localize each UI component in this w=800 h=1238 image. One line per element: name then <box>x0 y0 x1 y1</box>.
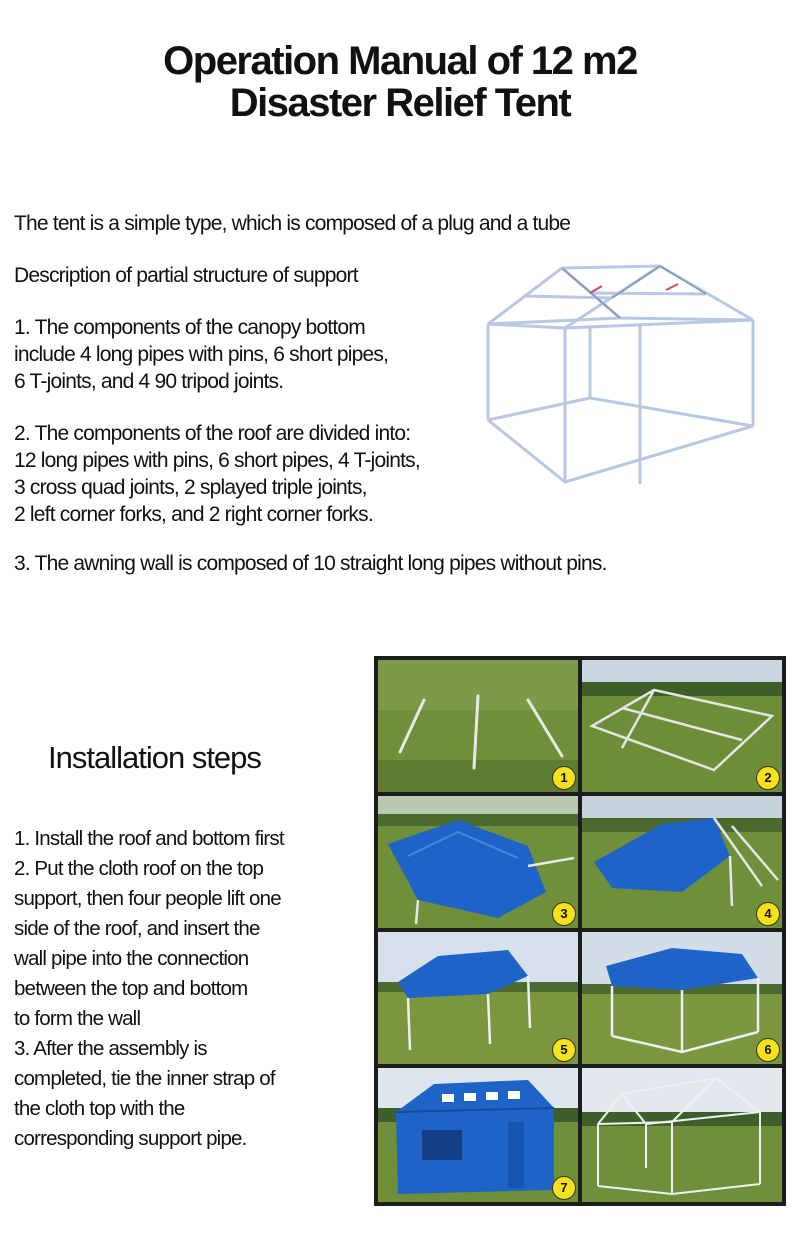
photo-6 <box>582 932 782 1064</box>
installation-title: Installation steps <box>48 740 261 775</box>
component-1-line-1: 1. The components of the canopy bottom <box>14 316 365 339</box>
component-2-line-3: 3 cross quad joints, 2 splayed triple joints, <box>14 476 367 499</box>
step-line-4: side of the roof, and insert the <box>14 917 260 940</box>
component-1 <box>14 314 388 395</box>
component-3 <box>14 550 607 577</box>
photo-7 <box>378 1068 578 1202</box>
step-line-3: support, then four people lift one <box>14 887 281 910</box>
photo-5-badge: 5 <box>552 1038 576 1062</box>
step-line-6: between the top and bottom <box>14 977 248 1000</box>
installation-photo-grid <box>374 656 786 1206</box>
cloth-roof-on-ground-photo <box>378 796 578 928</box>
photo-3 <box>378 796 578 928</box>
component-2-line-2: 12 long pipes with pins, 6 short pipes, 4 T-joints, <box>14 449 420 472</box>
bottom-frame-photo <box>582 660 782 792</box>
installation-steps <box>14 824 374 1154</box>
photo-1-badge: 1 <box>552 766 576 790</box>
finished-tent-photo <box>378 1068 578 1202</box>
component-2-line-1: 2. The components of the roof are divided into: <box>14 422 411 445</box>
page-title <box>0 40 800 124</box>
intro-text: The tent is a simple type, which is composed of a plug and a tube <box>14 212 571 235</box>
pipes-on-grass-photo <box>378 660 578 792</box>
photo-6-badge: 6 <box>756 1038 780 1062</box>
photo-1 <box>378 660 578 792</box>
photo-3-badge: 3 <box>552 902 576 926</box>
photo-5 <box>378 932 578 1064</box>
step-line-2: 2. Put the cloth roof on the top <box>14 857 264 880</box>
photo-8 <box>582 1068 782 1202</box>
component-2-line-4: 2 left corner forks, and 2 right corner forks. <box>14 503 373 526</box>
full-frame-photo <box>582 1068 782 1202</box>
step-line-11: corresponding support pipe. <box>14 1127 247 1150</box>
component-1-line-3: 6 T-joints, and 4 90 tripod joints. <box>14 370 284 393</box>
photo-7-badge: 7 <box>552 1176 576 1200</box>
roof-raised-photo <box>378 932 578 1064</box>
step-line-1: 1. Install the roof and bottom first <box>14 827 284 850</box>
title-line-2: Disaster Relief Tent <box>229 81 571 125</box>
component-1-line-2: include 4 long pipes with pins, 6 short pipes, <box>14 343 389 366</box>
photo-2-badge: 2 <box>756 766 780 790</box>
photo-4-badge: 4 <box>756 902 780 926</box>
step-line-8: 3. After the assembly is <box>14 1037 207 1060</box>
step-line-10: the cloth top with the <box>14 1097 185 1120</box>
tent-frame-diagram <box>470 238 780 488</box>
title-line-1: Operation Manual of 12 m2 <box>163 39 637 83</box>
lifting-roof-photo <box>582 796 782 928</box>
step-line-5: wall pipe into the connection <box>14 947 249 970</box>
step-line-7: to form the wall <box>14 1007 141 1030</box>
walls-inserted-photo <box>582 932 782 1064</box>
component-2 <box>14 420 420 528</box>
component-3-line-1: 3. The awning wall is composed of 10 straight long pipes without pins. <box>14 552 607 575</box>
step-line-9: completed, tie the inner strap of <box>14 1067 275 1090</box>
photo-4 <box>582 796 782 928</box>
structure-heading: Description of partial structure of support <box>14 264 358 287</box>
photo-2 <box>582 660 782 792</box>
